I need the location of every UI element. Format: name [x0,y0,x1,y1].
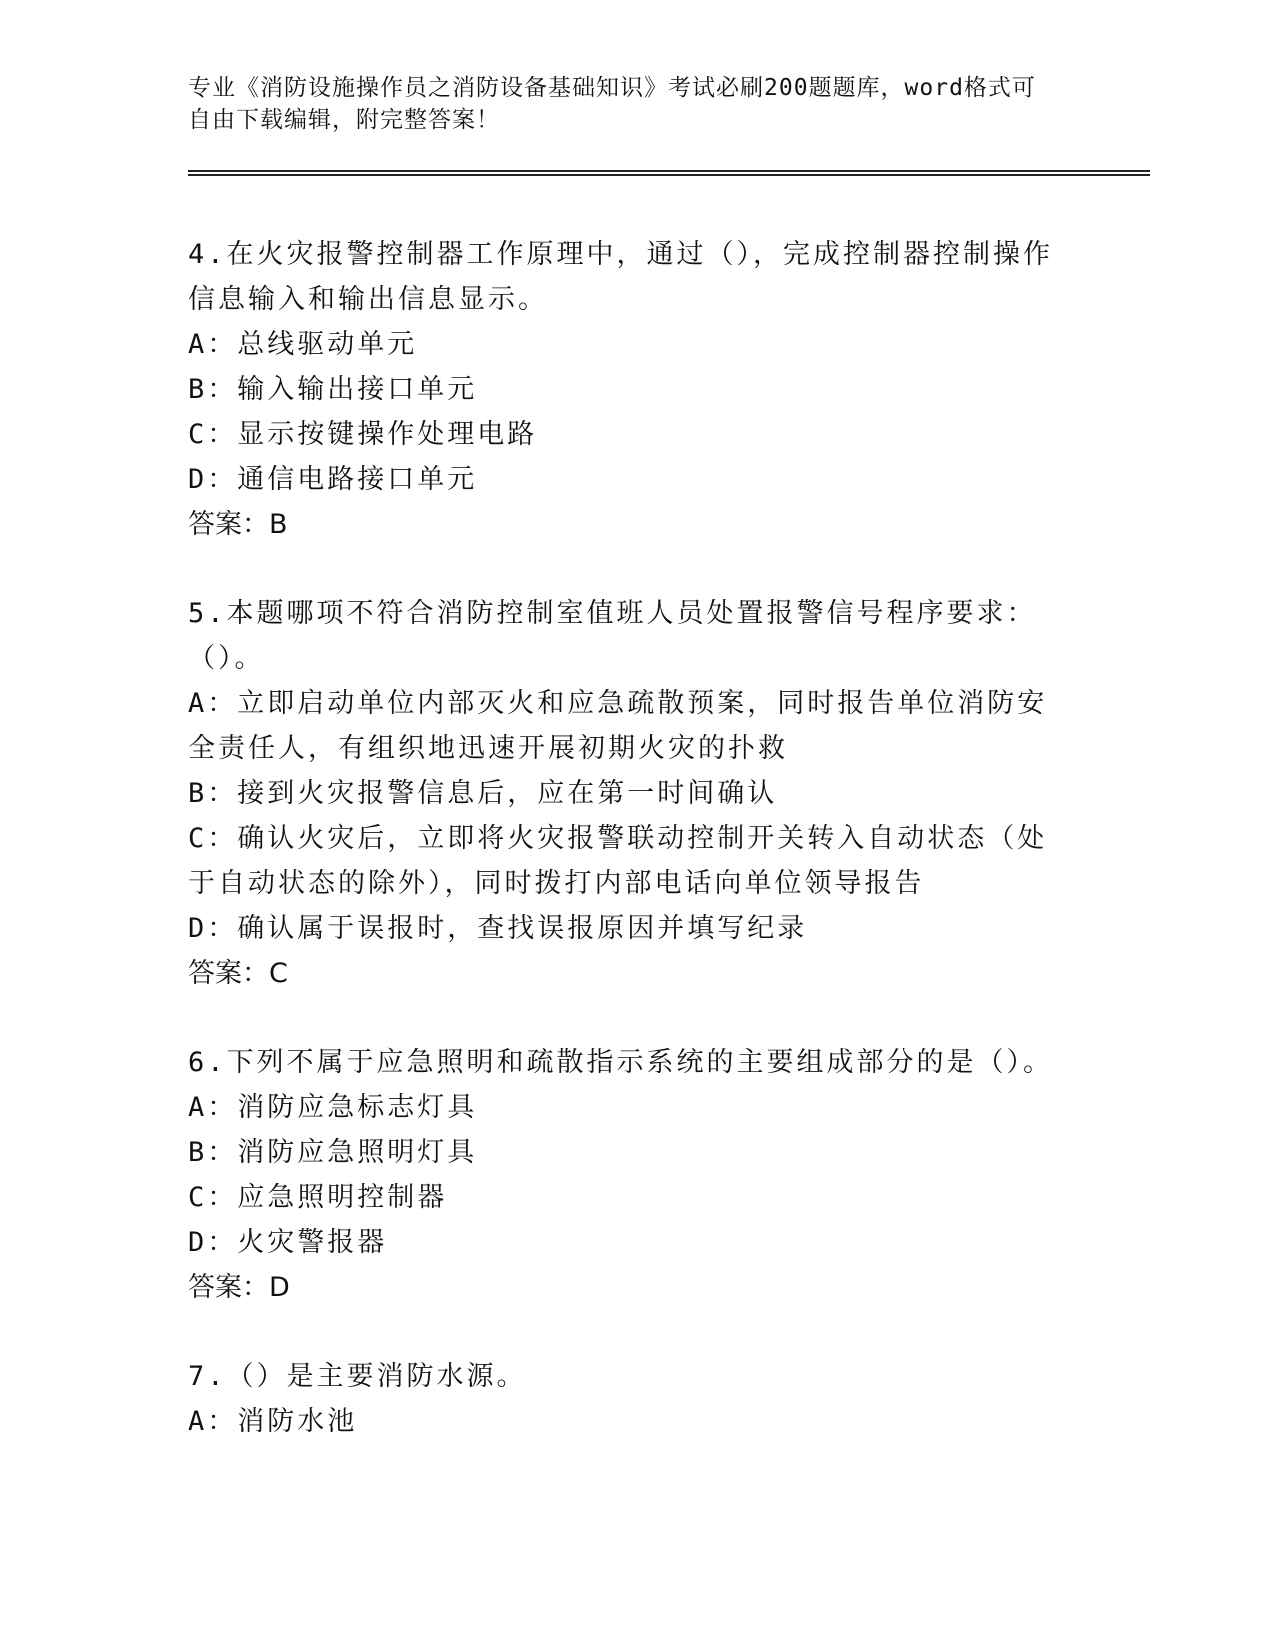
option-b: B：消防应急照明灯具 [188,1137,478,1168]
option-b: B：输入输出接口单元 [188,374,478,405]
option-c: C：应急照明控制器 [188,1182,448,1213]
question-5 [188,591,1148,996]
option-a: A：立即启动单位内部灭火和应急疏散预案，同时报告单位消防安全责任人，有组织地迅速开展初期火灾的扑救 [188,688,1048,764]
header-double-rule [188,170,1150,176]
option-d: D：确认属于误报时，查找误报原因并填写纪录 [188,913,808,944]
question-6 [188,1040,1148,1310]
document-page [188,72,1148,1488]
option-c: C：显示按键操作处理电路 [188,419,538,450]
option-a: A：总线驱动单元 [188,329,418,360]
question-stem: 6.下列不属于应急照明和疏散指示系统的主要组成部分的是（）。 [188,1047,1054,1078]
option-a: A：消防水池 [188,1406,358,1437]
question-4 [188,232,1148,547]
answer-label: 答案：C [188,958,288,989]
question-7 [188,1354,1148,1444]
question-list [188,232,1148,1444]
option-b: B：接到火灾报警信息后，应在第一时间确认 [188,778,778,809]
question-stem: 4.在火灾报警控制器工作原理中，通过（），完成控制器控制操作信息输入和输出信息显示。 [188,239,1054,315]
answer-label: 答案：D [188,1272,290,1303]
option-d: D：通信电路接口单元 [188,464,478,495]
option-d: D：火灾警报器 [188,1227,388,1258]
question-stem: 5.本题哪项不符合消防控制室值班人员处置报警信号程序要求：（）。 [188,598,1037,674]
option-c: C：确认火灾后，立即将火灾报警联动控制开关转入自动状态（处于自动状态的除外），同时拨打内部电话向单位领导报告 [188,823,1048,899]
option-a: A：消防应急标志灯具 [188,1092,478,1123]
document-header [188,72,1068,136]
header-line-2: 自由下载编辑，附完整答案！ [188,107,500,133]
question-stem: 7.（）是主要消防水源。 [188,1361,527,1392]
header-line-1: 专业《消防设施操作员之消防设备基础知识》考试必刷200题题库，word格式可 [188,75,1036,101]
answer-label: 答案：B [188,509,288,540]
